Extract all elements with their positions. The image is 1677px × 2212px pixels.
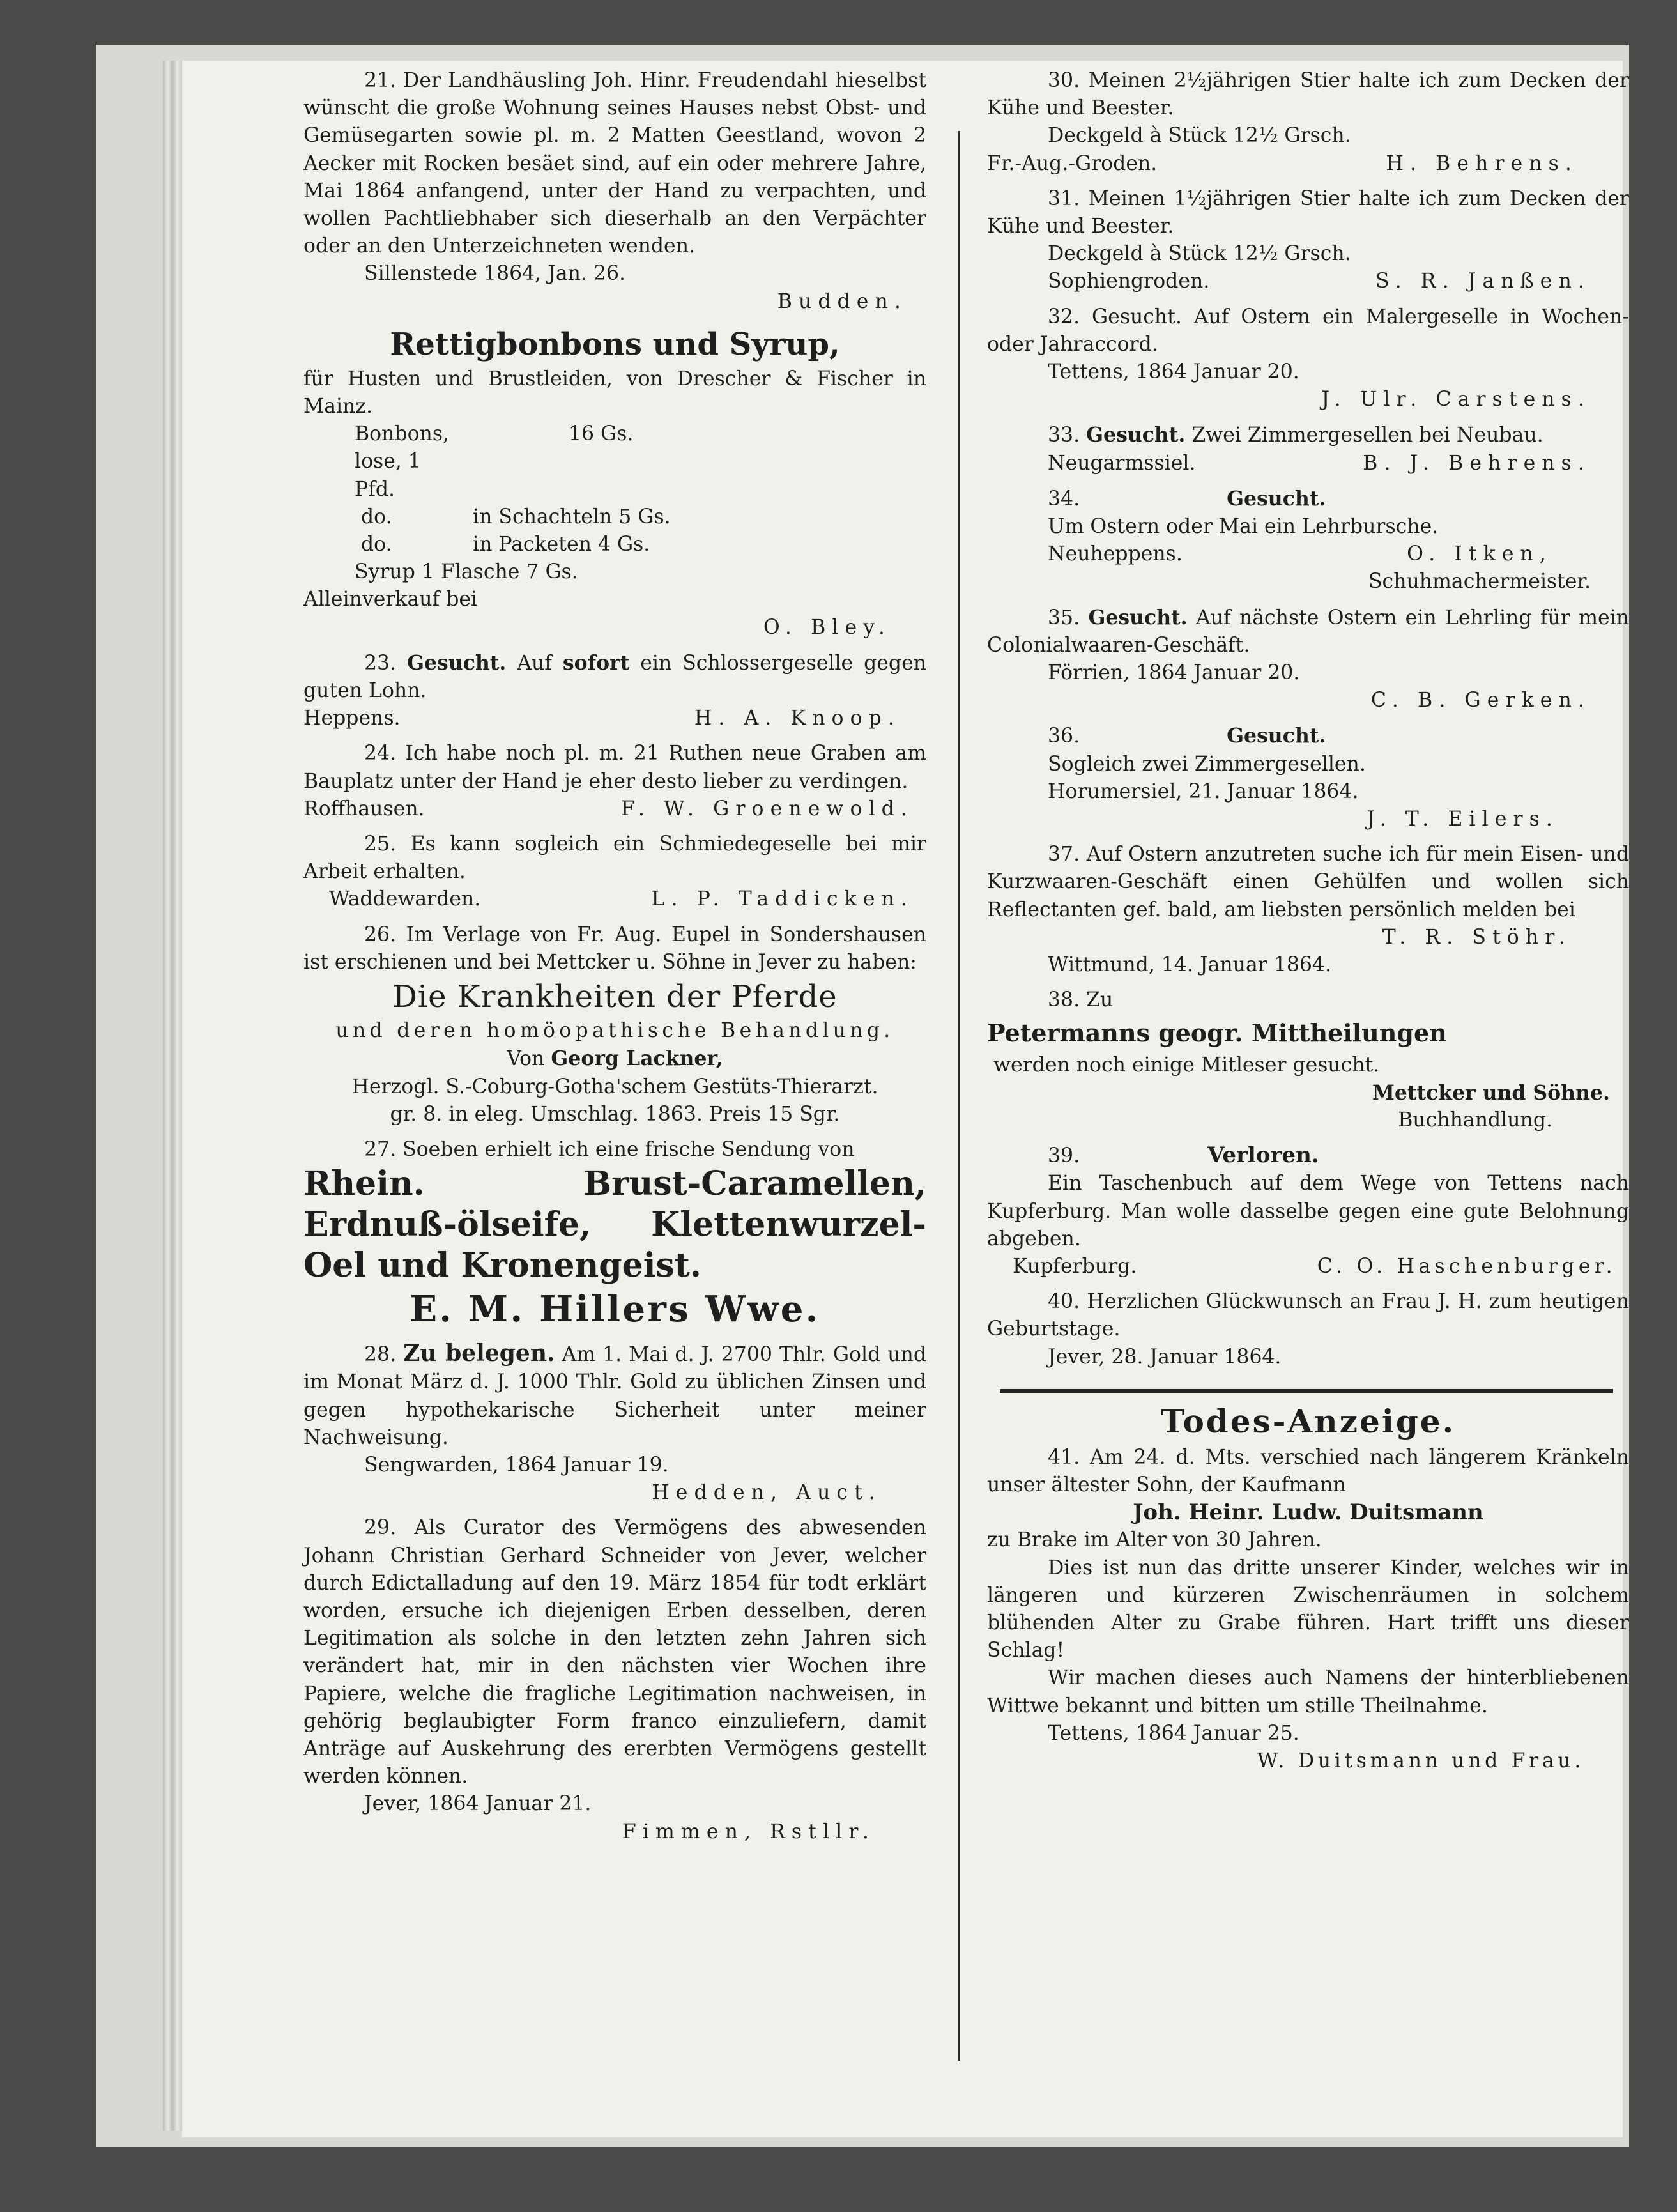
ad-25 [303, 831, 926, 914]
price-value: in Schachteln 5 Gs. [473, 505, 671, 528]
ad-signature: B. J. Behrens. [1363, 451, 1591, 475]
ad-heading: Gesucht. [1086, 423, 1186, 447]
ad-heading: Gesucht. [1227, 486, 1326, 511]
right-column [987, 67, 1629, 1775]
ad-text: Zwei Zimmergesellen bei Neubau. [1191, 424, 1543, 447]
ad-23 [303, 649, 926, 733]
ad-signature: J. Ulr. Carstens. [1321, 388, 1591, 411]
ad-fee: Deckgeld à Stück 12½ Grsch. [1048, 242, 1351, 266]
author-role: Herzogl. S.-Coburg-Gotha'schem Gestüts-Thierarzt. [351, 1075, 878, 1098]
ad-text: 29. Als Curator des Vermögens des abwesenden Johann Christian Gerhard Schneider von Jever, welcher durch Edictalladung auf den 19. März 1854 für todt erklärt worden, ersuche ich diejenigen Erben desselben, deren Legitimation als solche in den letzten zehn Jahren sich verändert hat, mir in den nächsten vier Wochen ihre Papiere, welche die fragliche Legitimation nachweisen, in gehörig beglaubigter Form franco einzuliefern, damit Anträge auf Auskehrung des ererbten Vermögens gestellt werden können. [303, 1516, 926, 1788]
ad-trade: Schuhmachermeister. [1368, 570, 1591, 594]
ad-signature: Fimmen, Rstllr. [622, 1820, 875, 1843]
ad-signature: Hedden, Auct. [652, 1481, 882, 1505]
ad-heading: Verloren. [1207, 1142, 1319, 1169]
ad-text: Auf nächste Ostern ein Lehrling für mein Colonialwaaren-Geschäft. [987, 606, 1630, 657]
ad-place: Förrien, 1864 Januar 20. [1048, 661, 1300, 685]
notice-text: 41. Am 24. d. Mts. verschied nach längerem Kränkeln unser ältester Sohn, der Kaufmann [987, 1445, 1629, 1496]
ad-22 [303, 323, 926, 641]
ad-signature: S. R. Janßen. [1375, 270, 1591, 293]
price-line [303, 503, 926, 531]
product-list: Rhein. Brust-Caramellen, Erdnuß-ölseife, Klettenwurzel-Oel und Kronengeist. [303, 1164, 926, 1286]
ad-heading: Gesucht. [407, 650, 507, 675]
ad-21 [303, 67, 926, 316]
ad-place: Horumersiel, 21. Januar 1864. [1048, 780, 1359, 803]
ad-title: Rettigbonbons und Syrup, [390, 326, 840, 362]
ad-bold-word: sofort [562, 650, 630, 675]
ad-heading: Gesucht. [1227, 724, 1326, 748]
page-stack-edge [163, 61, 182, 2131]
ad-place: Waddewarden. [329, 887, 481, 911]
book-subtitle: und deren homöopathische Behandlung. [335, 1019, 894, 1043]
ad-number: 23. [364, 651, 397, 675]
ad-text: 31. Meinen 1½jährigen Stier halte ich zum Decken der Kühe und Beester. [987, 187, 1629, 238]
ad-text: ein Schlossergeselle gegen guten Lohn. [303, 651, 927, 703]
ad-place: Neugarmssiel. [1048, 451, 1196, 475]
ad-place: Heppens. [303, 707, 401, 730]
notice-text: Dies ist nun das dritte unserer Kinder, welches wir in längeren und kürzeren Zwischenräumen in solchem blühenden Alter zu Grabe führen. Hart trifft uns dieser Schlag! [987, 1556, 1629, 1663]
ad-heading: Zu belegen. [403, 1340, 555, 1367]
syrup-price: Syrup 1 Flasche 7 Gs. [355, 560, 578, 584]
by-label: Von [507, 1047, 545, 1071]
ad-text: 25. Es kann sogleich ein Schmiedegeselle bei mir Arbeit erhalten. [303, 833, 926, 884]
ad-text: Ein Taschenbuch auf dem Wege von Tettens nach Kupferburg. Man wolle dasselbe gegen eine gute Belohnung abgeben. [987, 1172, 1629, 1250]
ad-signature: J. T. Eilers. [1367, 808, 1559, 831]
ad-32 [987, 303, 1629, 414]
ad-signature: L. P. Taddicken. [651, 887, 914, 911]
deceased-name: Joh. Heinr. Ludw. Duitsmann [1133, 1500, 1483, 1526]
ad-signature: F. W. Groenewold. [620, 797, 914, 820]
ad-text: 30. Meinen 2½jährigen Stier halte ich zum Decken der Kühe und Beester. [987, 69, 1629, 120]
ad-place: Jever, 28. Januar 1864. [1048, 1345, 1282, 1369]
book-title: Die Krankheiten der Pferde [392, 979, 838, 1015]
ad-38 [987, 987, 1629, 1134]
ad-text: Am 1. Mai d. J. 2700 Thlr. Gold und im Monat März d. J. 1000 Thlr. Gold zu üblichen Zinsen und gegen hypothekarische Sicherheit unter meiner Nachweisung. [303, 1343, 927, 1449]
ad-text: 24. Ich habe noch pl. m. 21 Ruthen neue Graben am Bauplatz unter der Hand je eher desto lieber zu verdingen. [303, 742, 926, 793]
price-line [303, 531, 926, 558]
ad-place: Tettens, 1864 Januar 20. [1048, 360, 1299, 384]
ad-signature: Budden. [777, 289, 907, 313]
ad-text: werden noch einige Mitleser gesucht. [993, 1053, 1380, 1077]
ad-place: Neuheppens. [1048, 542, 1183, 566]
ad-number: 39. [1048, 1144, 1080, 1168]
ad-place: Sophiengroden. [1048, 270, 1210, 293]
ad-text: 32. Gesucht. Auf Ostern ein Malergeselle in Wochen- oder Jahraccord. [987, 305, 1629, 356]
ad-31 [987, 185, 1629, 296]
ad-number: 35. [1048, 606, 1080, 629]
ad-37 [987, 841, 1629, 979]
ad-place: Roffhausen. [303, 797, 425, 820]
ad-30 [987, 67, 1629, 178]
ad-text: 40. Herzlichen Glückwunsch an Frau J. H. zum heutigen Geburtstage. [987, 1290, 1629, 1341]
book-format: gr. 8. in eleg. Umschlag. 1863. Preis 15 Sgr. [390, 1102, 840, 1126]
ad-place: Wittmund, 14. Januar 1864. [1048, 953, 1331, 977]
price-item: do. [361, 533, 392, 557]
ad-word: Auf [517, 651, 552, 675]
ad-place: Jever, 1864 Januar 21. [364, 1792, 592, 1816]
ad-33 [987, 421, 1629, 477]
ad-number: 34. [1048, 487, 1080, 511]
ad-text: für Husten und Brustleiden, von Drescher & Fischer in Mainz. [303, 367, 926, 419]
ad-signature: O. Bley. [763, 615, 891, 639]
price-item: Bonbons, lose, 1 Pfd. [355, 422, 449, 501]
price-value: in Packeten 4 Gs. [473, 533, 650, 557]
ad-35 [987, 604, 1629, 715]
ad-text: 37. Auf Ostern anzutreten suche ich für mein Eisen- und Kurzwaaren-Geschäft einen Gehülfen und wollen sich Reflectanten gef. bald, am liebsten persönlich melden bei [987, 843, 1629, 921]
notice-text: Wir machen dieses auch Namens der hinterbliebenen Wittwe bekannt und bitten um stille Theilnahme. [987, 1666, 1629, 1717]
ad-40 [987, 1288, 1629, 1371]
book-author: Georg Lackner, [551, 1047, 723, 1071]
ad-28 [303, 1340, 926, 1507]
price-line [303, 420, 926, 503]
price-value: 16 Gs. [569, 422, 634, 446]
ad-36 [987, 722, 1629, 833]
ad-trade: Buchhandlung. [1398, 1108, 1552, 1132]
ad-signature: O. Itken, [1407, 542, 1552, 566]
ad-text: Um Ostern oder Mai ein Lehrbursche. [1048, 515, 1439, 539]
ad-signature: C. O. Haschenburger. [1317, 1254, 1616, 1278]
ad-34 [987, 485, 1629, 596]
price-item: do. [361, 505, 392, 528]
notice-signature: W. Duitsmann und Frau. [1257, 1749, 1584, 1772]
ad-signature: T. R. Stöhr. [1382, 925, 1572, 949]
death-notice [987, 1399, 1629, 1775]
ad-fee: Deckgeld à Stück 12½ Grsch. [1048, 124, 1351, 148]
ad-39 [987, 1142, 1629, 1280]
ad-number: 33. [1048, 424, 1080, 447]
ad-text: 26. Im Verlage von Fr. Aug. Eupel in Sondershausen ist erschienen und bei Mettcker u. Söhne in Jever zu haben: [303, 923, 926, 974]
ad-29 [303, 1514, 926, 1845]
ad-signature: H. A. Knoop. [694, 707, 901, 730]
ad-place: Fr.-Aug.-Groden. [987, 151, 1158, 175]
section-rule [1000, 1389, 1613, 1393]
ad-signature: C. B. Gerken. [1370, 689, 1591, 712]
ad-number: 28. [364, 1343, 397, 1367]
ad-signature: H. Behrens. [1386, 151, 1578, 175]
left-column [303, 67, 926, 1846]
ad-place: Kupferburg. [1013, 1254, 1137, 1278]
sole-seller-label: Alleinverkauf bei [303, 588, 478, 611]
ad-26 [303, 921, 926, 1128]
notice-title: Todes-Anzeige. [1160, 1402, 1456, 1440]
ad-number: 36. [1048, 725, 1080, 748]
ad-24 [303, 740, 926, 823]
notice-place: Tettens, 1864 Januar 25. [1048, 1721, 1299, 1745]
ad-place: Sillenstede 1864, Jan. 26. [364, 262, 626, 286]
ad-place: Sengwarden, 1864 Januar 19. [364, 1453, 669, 1477]
ad-text: 21. Der Landhäusling Joh. Hinr. Freudendahl hieselbst wünscht die große Wohnung seines Hauses nebst Obst- und Gemüsegarten sowie pl. m. 2 Matten Geestland, wovon 2 Aecker mit Rocken besäet sind, auf ein oder mehrere Jahre, Mai 1864 anfangend, unter der Hand zu verpachten, und wollen Pachtliebhaber sich dieserhalb an den Verpächter oder an den Unterzeichneten wenden. [303, 69, 926, 258]
ad-text: 27. Soeben erhielt ich eine frische Sendung von [364, 1137, 855, 1161]
ad-27 [303, 1136, 926, 1332]
notice-text: zu Brake im Alter von 30 Jahren. [987, 1528, 1322, 1552]
journal-title: Petermanns geogr. Mittheilungen [987, 1018, 1447, 1047]
ad-number: 38. Zu [1048, 988, 1114, 1012]
ad-text: Sogleich zwei Zimmergesellen. [1048, 752, 1366, 776]
column-divider [958, 131, 960, 2061]
ad-heading: Gesucht. [1088, 605, 1188, 629]
ad-signature: Mettcker und Söhne. [1372, 1080, 1610, 1105]
ad-signature: E. M. Hillers Wwe. [410, 1288, 820, 1331]
